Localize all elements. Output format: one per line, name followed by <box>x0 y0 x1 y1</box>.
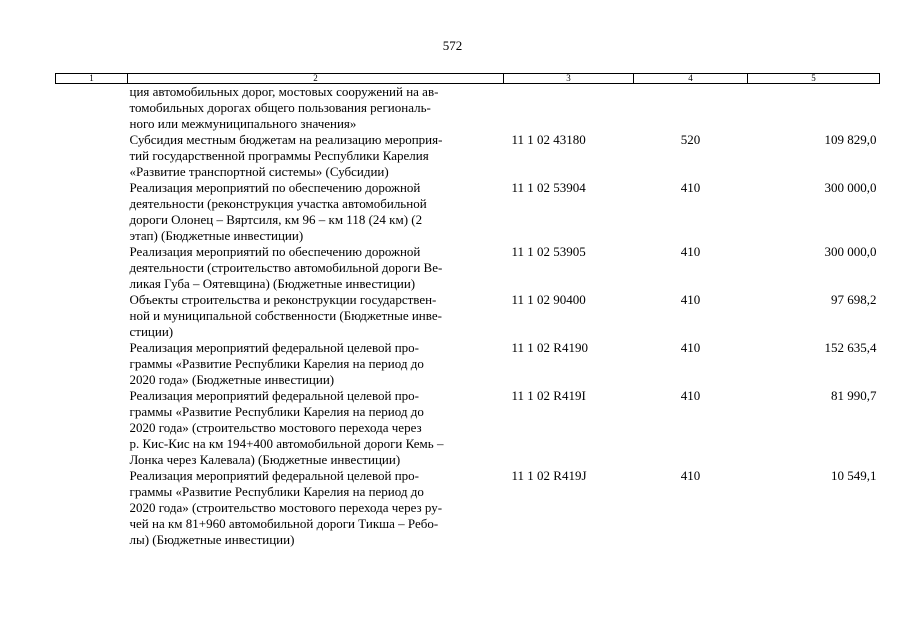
row-number-cell <box>56 468 128 548</box>
table-row <box>56 84 880 133</box>
item-name-line: граммы «Развитие Республики Карелия на период до <box>129 484 424 499</box>
amount-cell <box>748 84 880 133</box>
table-row <box>56 180 880 244</box>
expense-type-cell: 410 <box>680 340 701 355</box>
amount-cell: 300 000,0 <box>824 180 877 195</box>
item-name-line: граммы «Развитие Республики Карелия на период до <box>129 404 424 419</box>
amount-cell: 10 549,1 <box>831 468 877 483</box>
item-name-line: чей на км 81+960 автомобильной дороги Тикша – Ребо- <box>129 516 439 531</box>
item-name-cell <box>128 244 504 292</box>
code-cell: 11 1 02 R419I <box>511 388 586 403</box>
item-name-line: 2020 года» (Бюджетные инвестиции) <box>129 372 335 387</box>
table-row <box>56 468 880 548</box>
item-name-line: граммы «Развитие Республики Карелия на период до <box>129 356 424 371</box>
table-row <box>56 340 880 388</box>
code-cell: 11 1 02 R419J <box>511 468 587 483</box>
item-name-line: тий государственной программы Республики Карелия <box>129 148 429 163</box>
amount-cell: 97 698,2 <box>831 292 877 307</box>
item-name-line: ликая Губа – Оятевщина) (Бюджетные инвестиции) <box>129 276 416 291</box>
item-name-line: Реализация мероприятий по обеспечению дорожной <box>129 244 421 259</box>
item-name-cell <box>128 132 504 180</box>
expense-type-cell: 410 <box>680 388 701 403</box>
amount-cell: 81 990,7 <box>831 388 877 403</box>
expense-type-cell: 410 <box>680 244 701 259</box>
expense-type-cell: 410 <box>680 468 701 483</box>
column-header: 4 <box>634 74 748 84</box>
item-name-cell <box>128 340 504 388</box>
item-name-line: дороги Олонец – Вяртсиля, км 96 – км 118 (24 км) (2 <box>129 212 423 227</box>
row-number-cell <box>56 292 128 340</box>
item-name-line: Объекты строительства и реконструкции государствен- <box>129 292 437 307</box>
expense-type-cell <box>634 84 748 133</box>
item-name-line: этап) (Бюджетные инвестиции) <box>129 228 304 243</box>
table-body <box>56 84 880 549</box>
row-number-cell <box>56 132 128 180</box>
amount-cell: 300 000,0 <box>824 244 877 259</box>
page-number: 572 <box>442 38 463 53</box>
item-name-line: ция автомобильных дорог, мостовых сооружений на ав- <box>129 84 439 99</box>
item-name-line: Реализация мероприятий федеральной целевой про- <box>129 340 419 355</box>
item-name-line: Реализация мероприятий федеральной целевой про- <box>129 468 419 483</box>
item-name-cell <box>128 292 504 340</box>
item-name-line: стиции) <box>129 324 174 339</box>
item-name-line: 2020 года» (строительство мостового перехода через ру- <box>129 500 443 515</box>
table-header-row <box>56 74 880 84</box>
item-name-line: томобильных дорогах общего пользования региональ- <box>129 100 431 115</box>
item-name-line: ного или межмуниципального значения» <box>129 116 357 131</box>
item-name-line: Субсидия местным бюджетам на реализацию мероприя- <box>129 132 443 147</box>
amount-cell: 152 635,4 <box>824 340 877 355</box>
row-number-cell <box>56 180 128 244</box>
item-name-line: деятельности (реконструкция участка автомобильной <box>129 196 427 211</box>
item-name-cell <box>128 180 504 244</box>
item-name-line: ной и муниципальной собственности (Бюджетные инве- <box>129 308 442 323</box>
item-name-line: Реализация мероприятий по обеспечению дорожной <box>129 180 421 195</box>
row-number-cell <box>56 388 128 468</box>
budget-table <box>55 73 880 548</box>
item-name-line: лы) (Бюджетные инвестиции) <box>129 532 295 547</box>
item-name-line: Лонка через Калевала) (Бюджетные инвестиции) <box>129 452 401 467</box>
amount-cell: 109 829,0 <box>824 132 877 147</box>
code-cell: 11 1 02 43180 <box>511 132 586 147</box>
column-header: 2 <box>128 74 504 84</box>
code-cell: 11 1 02 53904 <box>511 180 586 195</box>
item-name-cell <box>128 468 504 548</box>
row-number-cell <box>56 244 128 292</box>
code-cell: 11 1 02 R4190 <box>511 340 588 355</box>
code-cell: 11 1 02 90400 <box>511 292 586 307</box>
expense-type-cell: 520 <box>680 132 701 147</box>
item-name-line: р. Кис-Кис на км 194+400 автомобильной дороги Кемь – <box>129 436 444 451</box>
row-number-cell <box>56 340 128 388</box>
table-row <box>56 132 880 180</box>
item-name-line: деятельности (строительство автомобильной дороги Ве- <box>129 260 443 275</box>
column-header: 1 <box>56 74 128 84</box>
item-name-cell <box>128 388 504 468</box>
expense-type-cell: 410 <box>680 180 701 195</box>
column-header: 3 <box>504 74 634 84</box>
code-cell: 11 1 02 53905 <box>511 244 586 259</box>
table-row <box>56 244 880 292</box>
row-number-cell <box>56 84 128 133</box>
item-name-line: 2020 года» (строительство мостового перехода через <box>129 420 422 435</box>
code-cell <box>504 84 634 133</box>
table-row <box>56 292 880 340</box>
item-name-cell <box>128 84 504 133</box>
table-row <box>56 388 880 468</box>
expense-type-cell: 410 <box>680 292 701 307</box>
item-name-line: «Развитие транспортной системы» (Субсидии) <box>129 164 389 179</box>
item-name-line: Реализация мероприятий федеральной целевой про- <box>129 388 419 403</box>
column-header: 5 <box>748 74 880 84</box>
